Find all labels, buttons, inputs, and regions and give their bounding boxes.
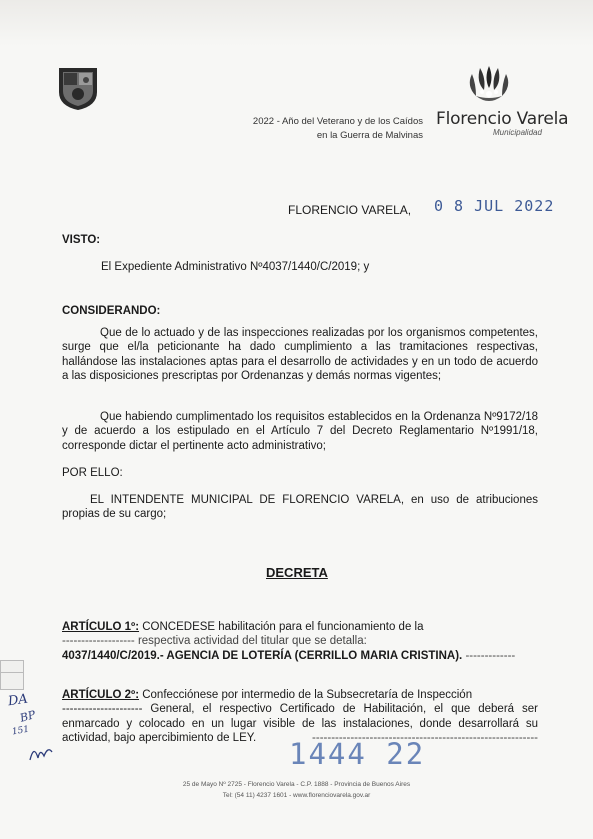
article-1-detail: 4037/1440/C/2019.- AGENCIA DE LOTERÍA (CERRILLO MARIA CRISTINA). <box>62 649 463 662</box>
florencio-varela-logo <box>462 66 516 106</box>
article-1-label: ARTÍCULO 1º: <box>62 621 140 633</box>
page-top-shadow <box>0 0 593 46</box>
handwritten-initials-2: BP <box>18 708 37 725</box>
article-2-label: ARTÍCULO 2º: <box>62 689 140 701</box>
date-stamp: 0 8 JUL 2022 <box>434 197 555 215</box>
article-1-detail-dashes: ------------- <box>465 649 516 662</box>
coat-of-arms-seal <box>55 64 101 112</box>
place-line: FLORENCIO VARELA, <box>288 203 412 217</box>
considerando-paragraph-1: Que de lo actuado y de las inspecciones realizadas por los organismos competentes, surge que el/la peticionante ha dado cumplimiento a las tramitaciones respectivas, hallándose las instalaciones aptas para el desarrollo de actividades y en un todo de acuerdo a las disposiciones prescriptas por Ordenanzas y demás normas vigentes; <box>62 327 538 382</box>
footer-contact: Tel: (54 11) 4237 1601 - www.florenciovarela.gov.ar <box>222 792 371 799</box>
article-1-text-b: ------------------- respectiva actividad del titular que se detalla: <box>62 635 367 648</box>
handwritten-initials-1: DA <box>7 691 29 710</box>
year-motto-line-1: 2022 - Año del Veterano y de los Caídos <box>252 116 423 127</box>
visto-label: VISTO: <box>62 234 101 246</box>
registration-number-stamp: 1444 22 <box>289 737 426 771</box>
footer-address: 25 de Mayo Nº 2725 - Florencio Varela - C.P. 1888 - Provincia de Buenos Aires <box>182 781 411 788</box>
margin-stamp-box-2 <box>0 672 24 690</box>
year-motto-line-2: en la Guerra de Malvinas <box>316 130 423 141</box>
intendente-paragraph: EL INTENDENTE MUNICIPAL DE FLORENCIO VARELA, en uso de atribuciones propias de su cargo; <box>62 494 538 521</box>
brand-subtitle: Municipalidad <box>493 128 542 137</box>
decreta-heading: DECRETA <box>266 565 328 580</box>
handwritten-signature <box>28 740 56 764</box>
considerando-label: CONSIDERANDO: <box>62 305 161 317</box>
article-2-dashes: ----------------------------------------------------------- <box>312 732 538 745</box>
article-2-text-b: --------------------- General, el respectivo Certificado de Habilitación, el que deberá ser enmarcado y colocado en un lugar visible de las instalaciones, donde desarrollará su actividad, bajo apercibimiento de LEY. <box>62 703 538 744</box>
article-2-text-a: Confecciónese por intermedio de la Subsecretaría de Inspección <box>142 689 473 701</box>
article-1 <box>62 620 538 663</box>
article-2-line-1 <box>62 688 538 702</box>
article-1-line-1 <box>62 620 538 634</box>
brand-name: Florencio Varela <box>436 109 569 129</box>
article-1-text-a: CONCEDESE habilitación para el funcionamiento de la <box>142 621 424 633</box>
considerando-paragraph-2: Que habiendo cumplimentado los requisitos establecidos en la Ordenanza Nº9172/18 y de acuerdo a los estipulado en el Artículo 7 del Decreto Reglamentario Nº1991/18, corresponde dictar el pertinente acto administrativo; <box>62 411 538 452</box>
handwritten-number: 151 <box>11 724 30 738</box>
por-ello-label: POR ELLO: <box>62 467 123 479</box>
article-1-detail-line <box>62 649 538 663</box>
visto-text: El Expediente Administrativo Nº4037/1440/C/2019; y <box>101 261 370 273</box>
